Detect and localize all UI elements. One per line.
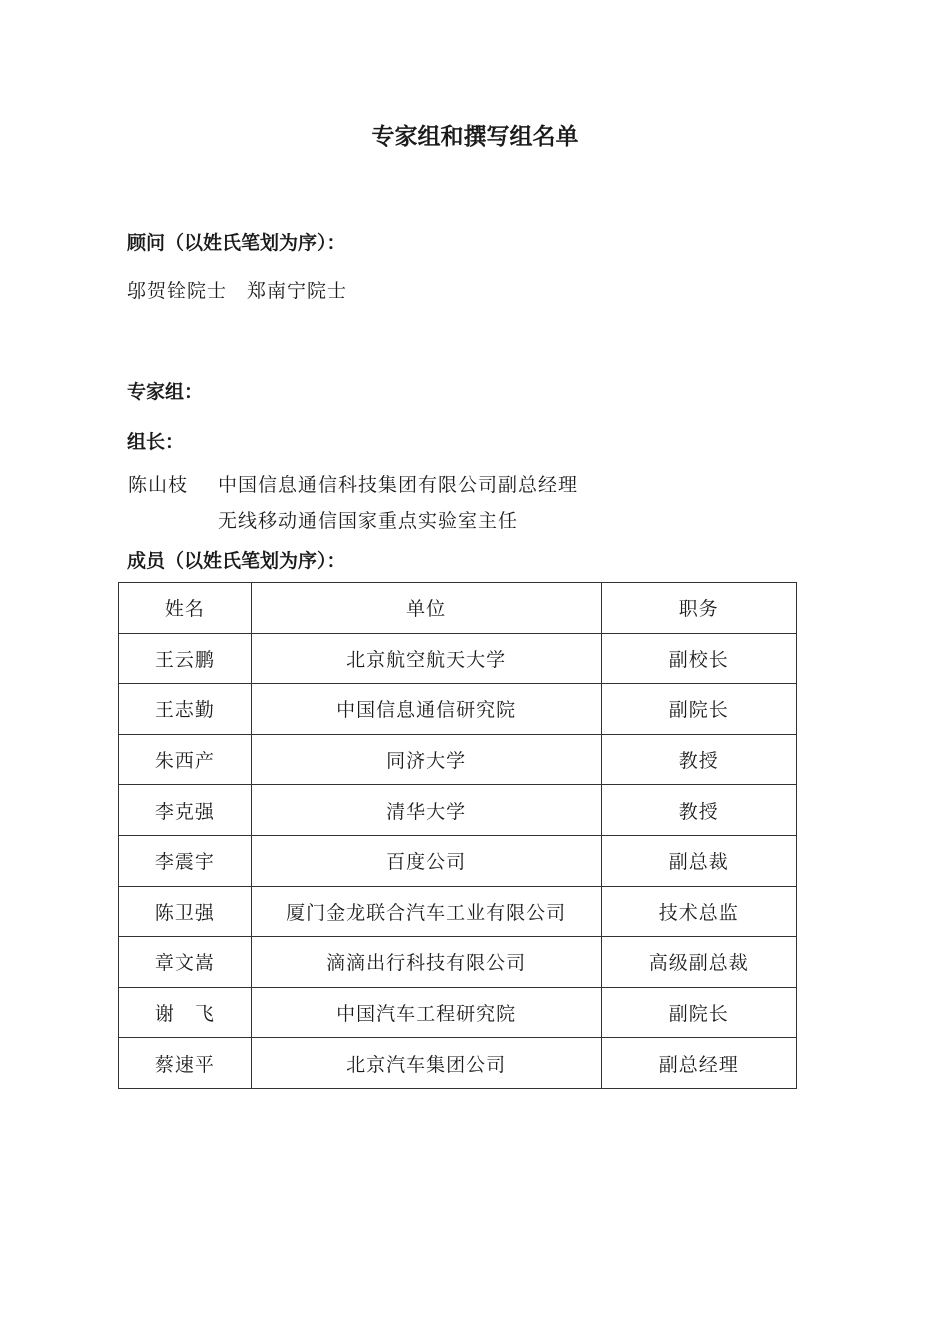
leader-heading: 组长： xyxy=(127,431,185,453)
table-row xyxy=(119,987,797,1038)
member-unit: 中国汽车工程研究院 xyxy=(251,987,601,1038)
member-name: 李震宇 xyxy=(119,835,252,886)
member-position: 副校长 xyxy=(601,633,796,684)
member-position: 副总经理 xyxy=(601,1038,796,1089)
member-name: 李克强 xyxy=(119,785,252,836)
table-row xyxy=(119,1038,797,1089)
member-name: 谢 飞 xyxy=(119,987,252,1038)
member-name: 章文嵩 xyxy=(119,937,252,988)
members-table xyxy=(118,582,797,1089)
member-name: 蔡速平 xyxy=(119,1038,252,1089)
member-unit: 厦门金龙联合汽车工业有限公司 xyxy=(251,886,601,937)
table-row xyxy=(119,684,797,735)
member-position: 副院长 xyxy=(601,684,796,735)
table-row xyxy=(119,835,797,886)
experts-heading: 专家组： xyxy=(127,381,204,403)
member-unit: 北京航空航天大学 xyxy=(251,633,601,684)
table-header-row xyxy=(119,583,797,634)
leader-name: 陈山枝 xyxy=(128,474,189,496)
members-heading: 成员（以姓氏笔划为序）： xyxy=(127,550,346,572)
advisors-names: 邬贺铨院士 郑南宁院士 xyxy=(127,280,348,302)
advisors-heading: 顾问（以姓氏笔划为序）： xyxy=(127,232,346,254)
member-name: 王云鹏 xyxy=(119,633,252,684)
leader-title-1: 中国信息通信科技集团有限公司副总经理 xyxy=(218,474,579,496)
header-name: 姓名 xyxy=(119,583,252,634)
member-position: 副院长 xyxy=(601,987,796,1038)
member-position: 教授 xyxy=(601,785,796,836)
table-row xyxy=(119,937,797,988)
member-unit: 百度公司 xyxy=(251,835,601,886)
member-name: 朱西产 xyxy=(119,734,252,785)
member-unit: 清华大学 xyxy=(251,785,601,836)
member-position: 高级副总裁 xyxy=(601,937,796,988)
member-position: 技术总监 xyxy=(601,886,796,937)
table-row xyxy=(119,886,797,937)
member-position: 教授 xyxy=(601,734,796,785)
member-unit: 北京汽车集团公司 xyxy=(251,1038,601,1089)
member-unit: 同济大学 xyxy=(251,734,601,785)
table-row xyxy=(119,785,797,836)
member-name: 王志勤 xyxy=(119,684,252,735)
table-row xyxy=(119,633,797,684)
page-title: 专家组和撰写组名单 xyxy=(371,124,579,150)
table-row xyxy=(119,734,797,785)
header-unit: 单位 xyxy=(251,583,601,634)
header-position: 职务 xyxy=(601,583,796,634)
leader-title-2: 无线移动通信国家重点实验室主任 xyxy=(218,510,519,532)
member-position: 副总裁 xyxy=(601,835,796,886)
member-unit: 滴滴出行科技有限公司 xyxy=(251,937,601,988)
member-name: 陈卫强 xyxy=(119,886,252,937)
member-unit: 中国信息通信研究院 xyxy=(251,684,601,735)
